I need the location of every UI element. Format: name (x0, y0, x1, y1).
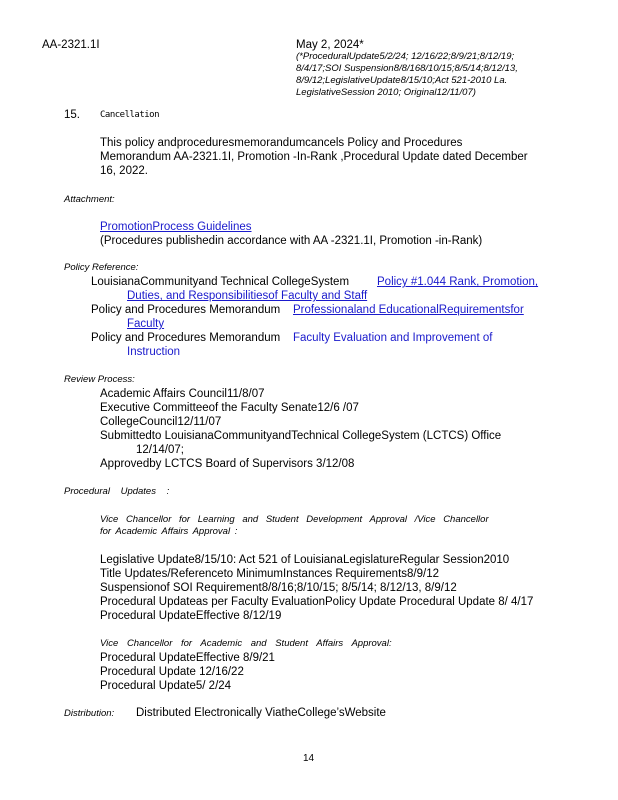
distribution-text: Distributed Electronically ViatheCollege’sWebsite (136, 707, 386, 719)
procedural-updates-label: Procedural Updates : (64, 486, 170, 497)
body-line: 16, 2022. (100, 165, 148, 177)
revision-note-line: 8/9/12;LegislativeUpdate8/15/10;Act 521-2010 La. (296, 75, 508, 86)
update-line: Procedural Update 12/16/22 (100, 666, 244, 678)
policy-ref-2-prefix: Policy and Procedures Memorandum (91, 304, 281, 316)
review-line: 12/14/07; (136, 444, 184, 456)
policy-ref-1-link[interactable]: Policy #1.044 Rank, Promotion, (377, 276, 539, 288)
policy-ref-2-link[interactable]: Professionaland EducationalRequirementsfor (293, 304, 524, 316)
revision-note-line: LegislativeSession 2010; Original12/11/07) (296, 87, 476, 98)
distribution-label: Distribution: (64, 708, 115, 719)
policy-ref-3-link[interactable]: Faculty Evaluation and Improvement of (293, 332, 493, 344)
body-line: Memorandum AA-2321.1I, Promotion -In-Rank ,Procedural Update dated December (100, 151, 528, 163)
document-id: AA-2321.1I (42, 39, 100, 51)
update-line: Procedural UpdateEffective 8/9/21 (100, 652, 275, 664)
review-process-label: Review Process: (64, 374, 135, 385)
attachment-label: Attachment: (64, 194, 115, 205)
attachment-note: (Procedures publishedin accordance with AA -2321.1I, Promotion -in-Rank) (100, 235, 483, 247)
section-heading: Cancellation (100, 110, 160, 120)
approval-heading-2: Vice Chancellor for Academic and Student Affairs Approval: (100, 638, 392, 649)
revision-note-line: 8/4/17;SOI Suspension8/8/168/10/15;8/5/14;8/12/13, (296, 63, 518, 74)
approval-line: for Academic Affairs Approval : (100, 526, 238, 537)
approval-line: Vice Chancellor for Learning and Student Development Approval /Vice Chancellor (100, 514, 489, 525)
body-line: This policy andproceduresmemorandumcancels Policy and Procedures (100, 137, 463, 149)
update-line: Procedural UpdateEffective 8/12/19 (100, 610, 282, 622)
update-line: Procedural Update5/ 2/24 (100, 680, 232, 692)
policy-ref-3-link-cont[interactable]: Instruction (127, 346, 181, 358)
revision-history-note (296, 51, 518, 99)
update-line: Procedural Updateas per Faculty EvaluationPolicy Update Procedural Update 8/ 4/17 (100, 596, 534, 608)
section-number: 15. (64, 109, 80, 121)
attachment-link[interactable]: PromotionProcess Guidelines (100, 221, 252, 233)
policy-ref-2-link-cont[interactable]: Faculty (127, 318, 165, 330)
policy-reference-label: Policy Reference: (64, 262, 139, 273)
policy-ref-3-prefix: Policy and Procedures Memorandum (91, 332, 281, 344)
update-line: Title Updates/Referenceto MinimumInstances Requirements8/9/12 (100, 568, 439, 580)
review-line: Submittedto LouisianaCommunityandTechnical CollegeSystem (LCTCS) Office (100, 430, 502, 442)
policy-ref-1-prefix: LouisianaCommunityand Technical CollegeSystem (91, 276, 350, 288)
document-date: May 2, 2024* (296, 39, 364, 51)
policy-ref-1-link-cont[interactable]: Duties, and Responsibilitiesof Faculty and Staff (127, 290, 368, 302)
update-line: Suspensionof SOI Requirement8/8/16;8/10/15; 8/5/14; 8/12/13, 8/9/12 (100, 582, 457, 594)
review-line: Approvedby LCTCS Board of Supervisors 3/12/08 (100, 458, 355, 470)
review-line: Academic Affairs Council11/8/07 (100, 388, 265, 400)
page-number: 14 (303, 753, 315, 764)
revision-note-line: (*ProceduralUpdate5/2/24; 12/16/22;8/9/21;8/12/19; (296, 51, 515, 62)
approval-heading-1 (100, 514, 489, 538)
review-line: Executive Committeeof the Faculty Senate12/6 /07 (100, 402, 359, 414)
cancellation-body (100, 136, 528, 178)
review-line: CollegeCouncil12/11/07 (100, 416, 222, 428)
update-line: Legislative Update8/15/10: Act 521 of LouisianaLegislatureRegular Session2010 (100, 554, 510, 566)
